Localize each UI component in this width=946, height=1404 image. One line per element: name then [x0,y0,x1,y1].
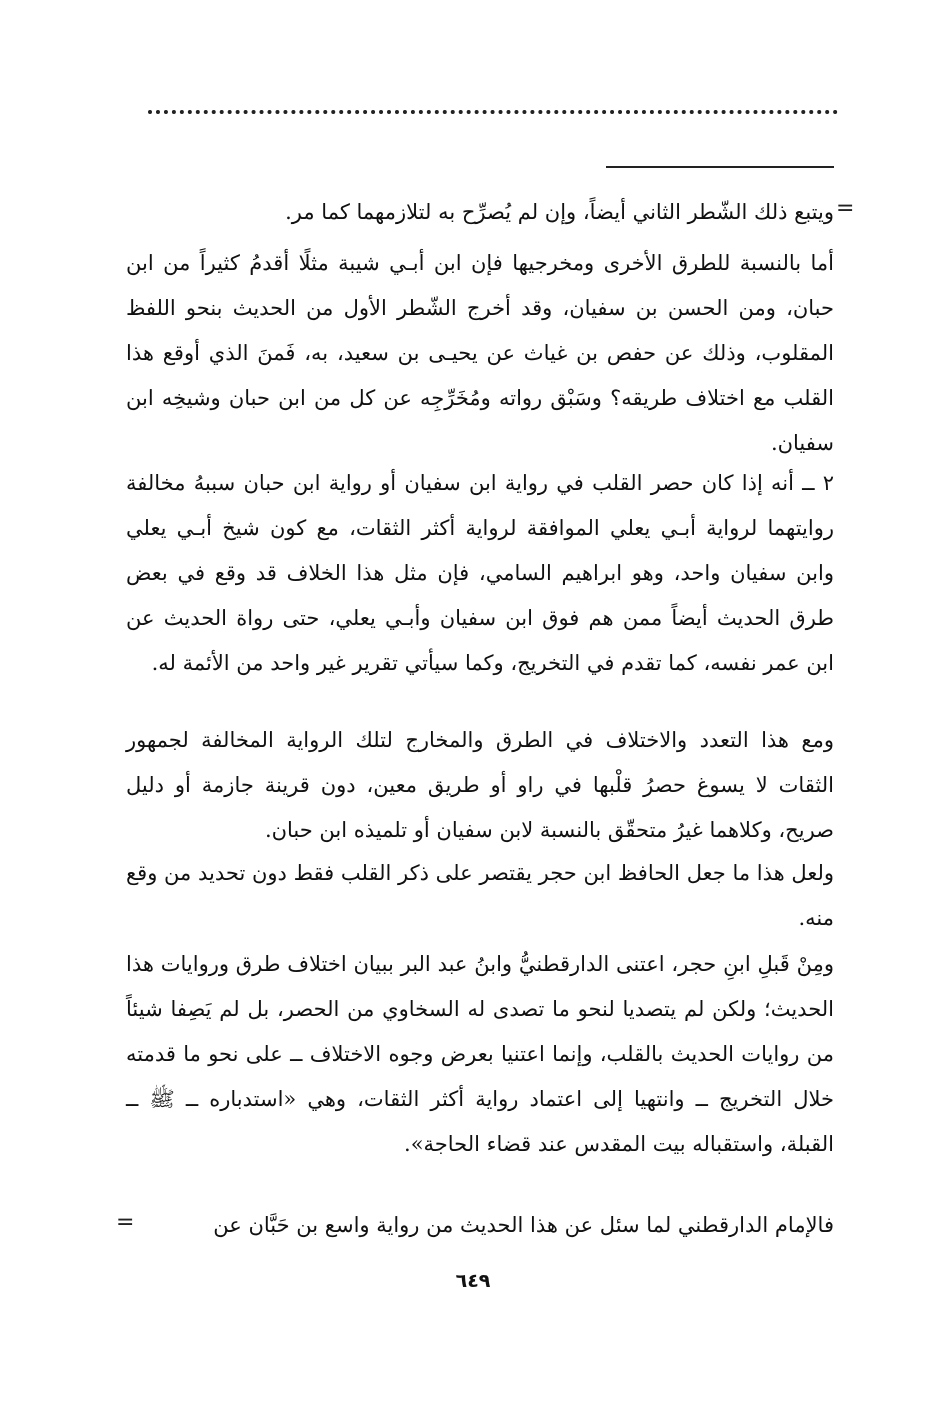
footnote-continuation [126,190,834,235]
paragraph-4: ومع هذا التعدد والاختلاف في الطرق والمخارج لتلك الرواية المخالفة لجمهور الثقات لا يسوغ حصرُ قلْبها في راو أو طريق معين، دون قرينة جازمة أو دليل صريح، وكلاهما غيرُ متحقّق بالنسبة لابن سفيان أو تلميذه ابن حبان. [126,728,834,842]
paragraph-3: ٢ ــ أنه إذا كان حصر القلب في رواية ابن سفيان أو رواية ابن حبان سببهُ مخالفة روايتهما لرواية أبـي يعلي الموافقة لرواية أكثر الثقات، مع كون شيخ أبـي يعلي وابن سفيان واحد، وهو ابراهيم السامي، فإن مثل هذا الخلاف قد وقع في بعض طرق الحديث أيضاً ممن هم فوق ابن سفيان وأبـي يعلي، حتى رواة الحديث عن ابن عمر نفسه، كما تقدم في التخريج، وكما سيأتي تقرير غير واحد من الأئمة له. [126,471,834,675]
paragraph-block-7 [126,1203,834,1248]
paragraph-block-6 [126,942,834,1167]
paragraph-block-4 [126,718,834,853]
paragraph-1: ويتبع ذلك الشّطر الثاني أيضاً، وإن لم يُصرِّح به لتلازمهما كما مر. [285,200,834,224]
paragraph-block-5 [126,851,834,941]
paragraph-6: ومِنْ قَبلِ ابنِ حجر، اعتنى الدارقطنيُّ وابنُ عبد البر ببيان اختلاف طرق وروايات هذا الحديث؛ ولكن لم يتصديا لنحو ما تصدى له السخاوي من الحصر، بل لم يَصِفا شيئاً من روايات الحديث بالقلب، وإنما اعتنيا بعرض وجوه الاختلاف ــ على نحو ما قدمته خلال التخريج ــ وانتهيا إلى اعتماد رواية أكثر الثقات، وهي «استدباره ــ ﷺ ــ القبلة، واستقباله بيت المقدس عند قضاء الحاجة». [126,952,834,1156]
paragraph-7: فالإمام الدارقطني لما سئل عن هذا الحديث من رواية واسع بن حَبَّان عن [213,1213,834,1237]
paragraph-block-3 [126,461,834,686]
paragraph-5: ولعل هذا ما جعل الحافظ ابن حجر يقتصر على ذكر القلب فقط دون تحديد من وقع منه. [126,861,834,930]
paragraph-block-2 [126,241,834,466]
continuation-mark-top: = [836,196,855,221]
page-number: ٦٤٩ [455,1270,491,1292]
dotted-separator [148,110,838,114]
footnote-rule [606,166,834,168]
paragraph-2: أما بالنسبة للطرق الأخرى ومخرجيها فإن ابن أبـي شيبة مثلًا أقدمُ كثيراً من ابن حبان، ومن الحسن بن سفيان، وقد أخرج الشّطر الأول من الحديث بنحو اللفظ المقلوب، وذلك عن حفص بن غياث عن يحيـى بن سعيد، به، فَمنَ الذي أوقع هذا القلب مع اختلاف طريقه؟ وسَبْق رواته ومُخَرِّجِه عن كل من ابن حبان وشيخِه ابن سفيان. [126,251,834,455]
continuation-mark-bottom: = [116,1210,135,1235]
